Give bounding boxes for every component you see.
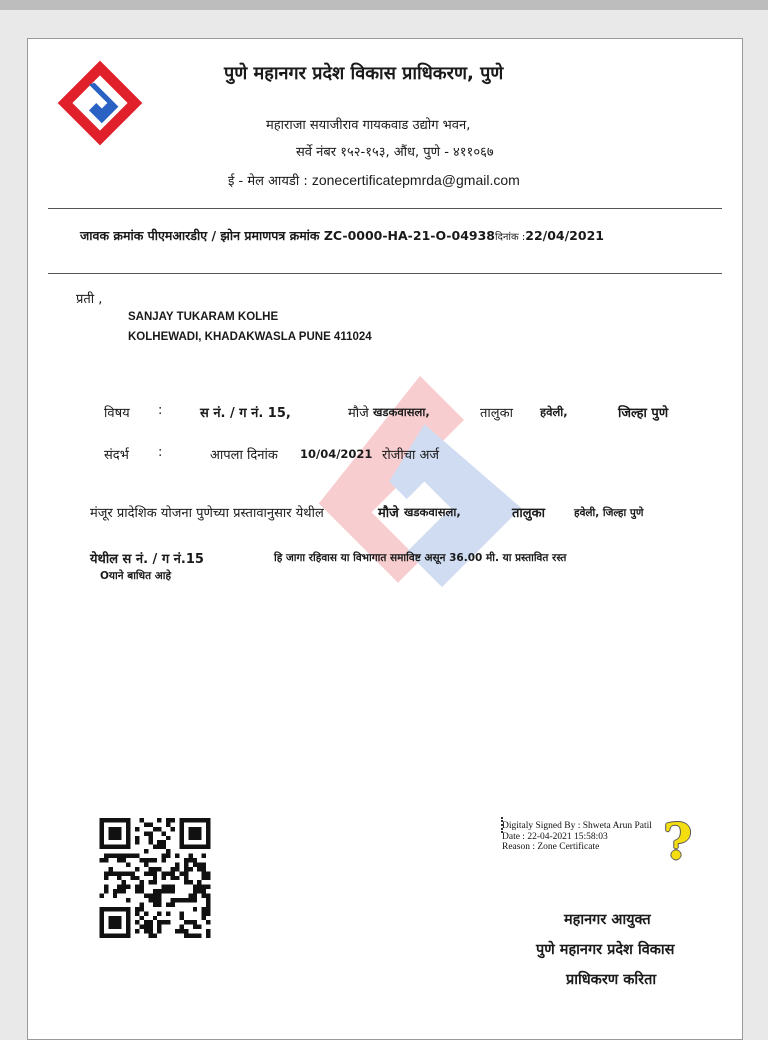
authority-title: पुणे महानगर प्रदेश विकास प्राधिकरण, पुणे <box>224 63 504 84</box>
officer-title: महानगर आयुक्त <box>564 912 651 928</box>
email-address: zonecertificatepmrda@gmail.com <box>311 172 520 188</box>
body-mauje-label: मौजे <box>378 506 399 521</box>
certificate-page <box>27 38 743 1040</box>
body-taluka-label: तालुका <box>512 506 545 521</box>
recipient-address: KOLHEWADI, KHADAKWASLA PUNE 411024 <box>128 331 372 343</box>
divider <box>48 208 722 209</box>
subject-mauje-label: मौजे <box>348 406 369 421</box>
body-village: खडकवासला, <box>404 505 461 519</box>
body-taluka-district: हवेली, जिल्हा पुणे <box>574 507 644 519</box>
reference-number-line <box>80 227 604 244</box>
context-label: संदर्भ <box>104 448 129 463</box>
qr-code-icon <box>99 818 211 938</box>
context-colon: : <box>158 445 163 460</box>
context-text-after: रोजीचा अर्ज <box>382 448 440 463</box>
signed-by: Digitaly Signed By : Shweta Arun Patil <box>502 821 652 831</box>
subject-district: जिल्हा पुणे <box>618 406 669 421</box>
context-date: 10/04/2021 <box>300 447 373 461</box>
signed-reason: Reason : Zone Certificate <box>502 842 600 852</box>
officer-authority: पुणे महानगर प्रदेश विकास <box>536 942 675 958</box>
digital-signature-block <box>502 821 652 853</box>
body-zone-text: हि जागा रहिवास या विभागात समाविष्ट असून 36.00 मी. या प्रस्तावित रस्त <box>274 552 567 564</box>
salutation: प्रती , <box>76 292 103 307</box>
address-line-1: महाराजा सयाजीराव गायकवाड उद्योग भवन, <box>266 118 471 133</box>
recipient-name: SANJAY TUKARAM KOLHE <box>128 311 279 323</box>
reference-date-label: दिनांक : <box>494 232 526 243</box>
question-mark-icon: ? <box>663 812 693 871</box>
divider <box>48 273 722 274</box>
officer-on-behalf: प्राधिकरण करिता <box>566 972 657 988</box>
body-survey-number: येथील स नं. / ग नं.15 <box>90 552 204 567</box>
subject-taluka: हवेली, <box>540 405 568 419</box>
body-zone-text-cont: Oयाने बाधित आहे <box>100 570 172 582</box>
body-text: मंजूर प्रादेशिक योजना पुणेच्या प्रस्तावानुसार येथील <box>90 506 324 521</box>
reference-number: जावक क्रमांक पीएमआरडीए / झोन प्रमाणपत्र क्रमांक ZC-0000-HA-21-O-04938 <box>80 228 495 243</box>
pmrda-logo-icon <box>54 57 146 149</box>
subject-village: खडकवासला, <box>373 405 430 419</box>
reference-date: 22/04/2021 <box>525 228 604 243</box>
subject-label: विषय <box>104 406 130 421</box>
viewer-top-bar <box>0 0 768 10</box>
email-line <box>228 171 520 189</box>
subject-taluka-label: तालुका <box>480 406 513 421</box>
subject-survey-number: स नं. / ग नं. 15, <box>200 406 291 421</box>
context-text: आपला दिनांक <box>210 448 278 463</box>
email-label: ई - मेल आयडी : <box>228 174 312 189</box>
address-line-2: सर्वे नंबर १५२-१५३, औंध, पुणे - ४११०६७ <box>296 145 494 160</box>
signed-date: Date : 22-04-2021 15:58:03 <box>502 831 608 842</box>
subject-colon: : <box>158 403 163 418</box>
